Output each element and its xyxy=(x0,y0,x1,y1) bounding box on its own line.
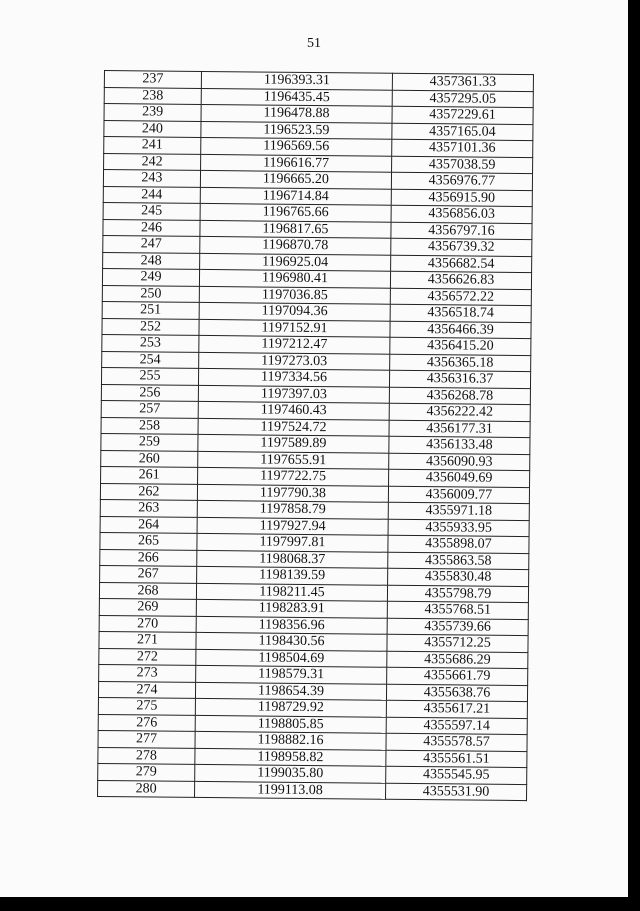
point-number-cell: 248 xyxy=(103,252,200,269)
x-coordinate-cell: 1197927.94 xyxy=(197,517,388,535)
point-number-cell: 247 xyxy=(103,235,200,252)
y-coordinate-cell: 4355531.90 xyxy=(386,783,527,801)
y-coordinate-cell: 4356572.22 xyxy=(390,288,531,306)
point-number-cell: 244 xyxy=(103,186,200,203)
y-coordinate-cell: 4356415.20 xyxy=(390,337,531,355)
y-coordinate-cell: 4356009.77 xyxy=(388,486,529,504)
point-number-cell: 256 xyxy=(101,384,198,401)
y-coordinate-cell: 4355971.18 xyxy=(388,502,529,520)
point-number-cell: 277 xyxy=(98,730,195,747)
y-coordinate-cell: 4356049.69 xyxy=(389,469,530,487)
coordinates-table-wrapper xyxy=(97,70,530,801)
y-coordinate-cell: 4355898.07 xyxy=(388,535,529,553)
point-number-cell: 251 xyxy=(102,301,199,318)
point-number-cell: 262 xyxy=(100,483,197,500)
y-coordinate-cell: 4356797.16 xyxy=(391,222,532,240)
y-coordinate-cell: 4356915.90 xyxy=(391,189,532,207)
x-coordinate-cell: 1197397.03 xyxy=(198,385,389,403)
y-coordinate-cell: 4355768.51 xyxy=(387,601,528,619)
y-coordinate-cell: 4356518.74 xyxy=(390,304,531,322)
y-coordinate-cell: 4357038.59 xyxy=(392,156,533,174)
x-coordinate-cell: 1197524.72 xyxy=(198,418,389,436)
x-coordinate-cell: 1197273.03 xyxy=(199,352,390,370)
x-coordinate-cell: 1198579.31 xyxy=(196,665,387,683)
x-coordinate-cell: 1196765.66 xyxy=(200,203,391,221)
point-number-cell: 265 xyxy=(100,532,197,549)
y-coordinate-cell: 4355739.66 xyxy=(387,618,528,636)
y-coordinate-cell: 4355545.95 xyxy=(386,766,527,784)
x-coordinate-cell: 1198283.91 xyxy=(196,599,387,617)
x-coordinate-cell: 1198356.96 xyxy=(196,616,387,634)
y-coordinate-cell: 4356739.32 xyxy=(391,238,532,256)
y-coordinate-cell: 4357229.61 xyxy=(392,106,533,124)
x-coordinate-cell: 1197334.56 xyxy=(198,368,389,386)
y-coordinate-cell: 4355863.58 xyxy=(388,552,529,570)
y-coordinate-cell: 4355933.95 xyxy=(388,519,529,537)
point-number-cell: 237 xyxy=(104,71,201,88)
x-coordinate-cell: 1197094.36 xyxy=(199,302,390,320)
y-coordinate-cell: 4356177.31 xyxy=(389,420,530,438)
x-coordinate-cell: 1196393.31 xyxy=(201,71,392,89)
y-coordinate-cell: 4356222.42 xyxy=(389,403,530,421)
x-coordinate-cell: 1197858.79 xyxy=(197,500,388,518)
x-coordinate-cell: 1196478.88 xyxy=(201,104,392,122)
x-coordinate-cell: 1198882.16 xyxy=(195,731,386,749)
y-coordinate-cell: 4356268.78 xyxy=(389,387,530,405)
y-coordinate-cell: 4355798.79 xyxy=(387,585,528,603)
x-coordinate-cell: 1196817.65 xyxy=(200,220,391,238)
point-number-cell: 269 xyxy=(99,598,196,615)
x-coordinate-cell: 1196665.20 xyxy=(200,170,391,188)
x-coordinate-cell: 1196435.45 xyxy=(201,88,392,106)
y-coordinate-cell: 4356856.03 xyxy=(391,205,532,223)
x-coordinate-cell: 1199035.80 xyxy=(195,764,386,782)
x-coordinate-cell: 1196925.04 xyxy=(200,253,391,271)
y-coordinate-cell: 4355712.25 xyxy=(387,634,528,652)
point-number-cell: 240 xyxy=(104,120,201,137)
point-number-cell: 271 xyxy=(99,631,196,648)
point-number-cell: 267 xyxy=(100,565,197,582)
y-coordinate-cell: 4356090.93 xyxy=(389,453,530,471)
point-number-cell: 280 xyxy=(98,780,195,797)
x-coordinate-cell: 1197790.38 xyxy=(197,484,388,502)
point-number-cell: 249 xyxy=(102,268,199,285)
point-number-cell: 241 xyxy=(104,137,201,154)
y-coordinate-cell: 4356316.37 xyxy=(389,370,530,388)
y-coordinate-cell: 4356682.54 xyxy=(391,255,532,273)
y-coordinate-cell: 4356626.83 xyxy=(390,271,531,289)
x-coordinate-cell: 1197152.91 xyxy=(199,319,390,337)
point-number-cell: 260 xyxy=(101,450,198,467)
point-number-cell: 275 xyxy=(98,697,195,714)
point-number-cell: 264 xyxy=(100,516,197,533)
y-coordinate-cell: 4357361.33 xyxy=(392,73,533,91)
point-number-cell: 278 xyxy=(98,747,195,764)
x-coordinate-cell: 1197460.43 xyxy=(198,401,389,419)
coordinates-table-body xyxy=(98,71,534,801)
point-number-cell: 257 xyxy=(101,400,198,417)
x-coordinate-cell: 1198139.59 xyxy=(197,566,388,584)
x-coordinate-cell: 1198504.69 xyxy=(196,649,387,667)
point-number-cell: 243 xyxy=(103,170,200,187)
y-coordinate-cell: 4356133.48 xyxy=(389,436,530,454)
x-coordinate-cell: 1197036.85 xyxy=(199,286,390,304)
x-coordinate-cell: 1199113.08 xyxy=(195,781,386,799)
x-coordinate-cell: 1198729.92 xyxy=(195,698,386,716)
point-number-cell: 239 xyxy=(104,104,201,121)
y-coordinate-cell: 4357165.04 xyxy=(392,123,533,141)
point-number-cell: 245 xyxy=(103,202,200,219)
point-number-cell: 263 xyxy=(100,499,197,516)
point-number-cell: 279 xyxy=(98,763,195,780)
point-number-cell: 254 xyxy=(102,351,199,368)
point-number-cell: 242 xyxy=(104,153,201,170)
point-number-cell: 258 xyxy=(101,417,198,434)
y-coordinate-cell: 4356976.77 xyxy=(391,172,532,190)
point-number-cell: 252 xyxy=(102,318,199,335)
y-coordinate-cell: 4357101.36 xyxy=(392,139,533,157)
point-number-cell: 270 xyxy=(99,615,196,632)
y-coordinate-cell: 4355578.57 xyxy=(386,733,527,751)
point-number-cell: 246 xyxy=(103,219,200,236)
x-coordinate-cell: 1198805.85 xyxy=(195,715,386,733)
x-coordinate-cell: 1198958.82 xyxy=(195,748,386,766)
x-coordinate-cell: 1196569.56 xyxy=(201,137,392,155)
point-number-cell: 268 xyxy=(99,582,196,599)
point-number-cell: 255 xyxy=(101,367,198,384)
x-coordinate-cell: 1197655.91 xyxy=(198,451,389,469)
point-number-cell: 250 xyxy=(102,285,199,302)
page-number: 51 xyxy=(307,36,321,51)
point-number-cell: 253 xyxy=(102,334,199,351)
point-number-cell: 276 xyxy=(98,714,195,731)
point-number-cell: 261 xyxy=(101,466,198,483)
y-coordinate-cell: 4355661.79 xyxy=(387,667,528,685)
y-coordinate-cell: 4355617.21 xyxy=(386,700,527,718)
y-coordinate-cell: 4357295.05 xyxy=(392,90,533,108)
x-coordinate-cell: 1197997.81 xyxy=(197,533,388,551)
point-number-cell: 238 xyxy=(104,87,201,104)
x-coordinate-cell: 1196714.84 xyxy=(200,187,391,205)
x-coordinate-cell: 1196616.77 xyxy=(201,154,392,172)
x-coordinate-cell: 1196870.78 xyxy=(200,236,391,254)
y-coordinate-cell: 4356365.18 xyxy=(390,354,531,372)
y-coordinate-cell: 4355597.14 xyxy=(386,717,527,735)
x-coordinate-cell: 1196523.59 xyxy=(201,121,392,139)
x-coordinate-cell: 1198068.37 xyxy=(197,550,388,568)
table-row xyxy=(98,780,527,801)
point-number-cell: 259 xyxy=(101,433,198,450)
coordinates-table xyxy=(97,70,534,801)
y-coordinate-cell: 4355830.48 xyxy=(388,568,529,586)
y-coordinate-cell: 4355638.76 xyxy=(386,684,527,702)
point-number-cell: 273 xyxy=(99,664,196,681)
x-coordinate-cell: 1198430.56 xyxy=(196,632,387,650)
y-coordinate-cell: 4355686.29 xyxy=(387,651,528,669)
x-coordinate-cell: 1196980.41 xyxy=(199,269,390,287)
point-number-cell: 274 xyxy=(98,681,195,698)
x-coordinate-cell: 1197722.75 xyxy=(198,467,389,485)
y-coordinate-cell: 4356466.39 xyxy=(390,321,531,339)
x-coordinate-cell: 1198211.45 xyxy=(196,583,387,601)
point-number-cell: 272 xyxy=(99,648,196,665)
point-number-cell: 266 xyxy=(100,549,197,566)
x-coordinate-cell: 1197589.89 xyxy=(198,434,389,452)
x-coordinate-cell: 1197212.47 xyxy=(199,335,390,353)
x-coordinate-cell: 1198654.39 xyxy=(195,682,386,700)
y-coordinate-cell: 4355561.51 xyxy=(386,750,527,768)
